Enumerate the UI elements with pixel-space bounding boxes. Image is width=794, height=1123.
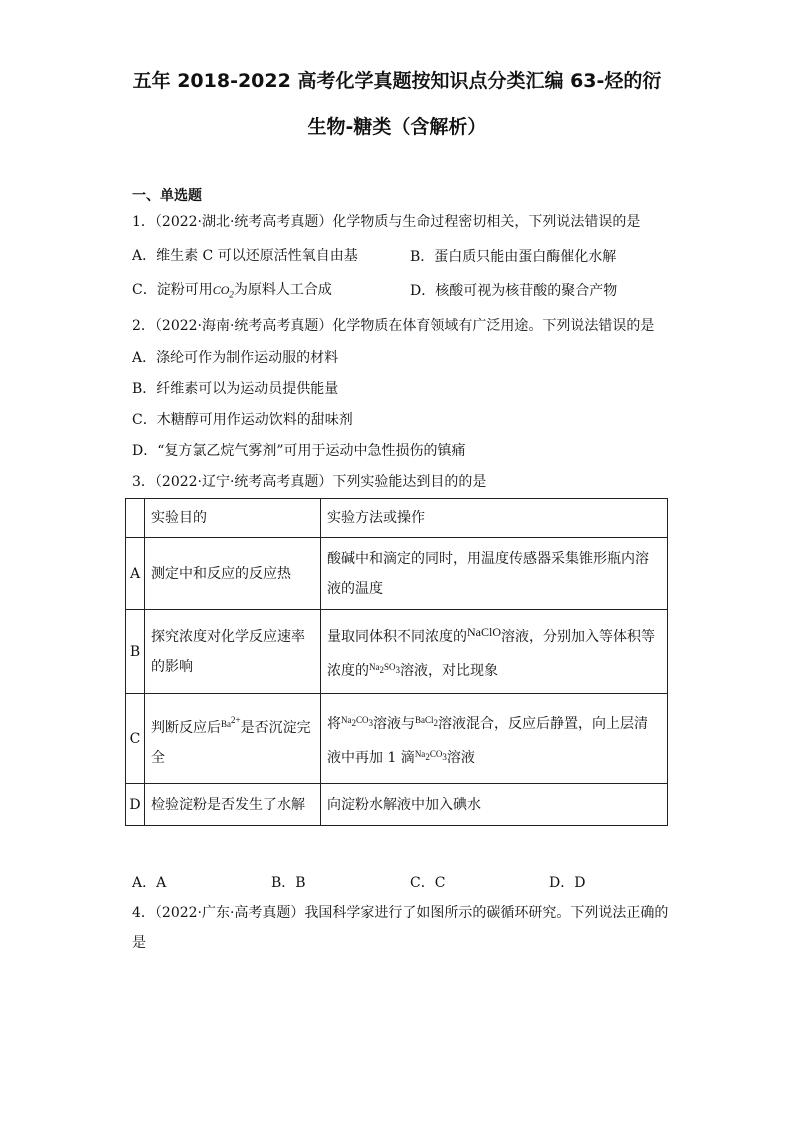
q2-option-c: C．木糖醇可用作运动饮料的甜味剂 (132, 412, 353, 428)
q3-experiment-table (125, 498, 668, 826)
table-row (126, 610, 668, 694)
row-c-label: C (126, 694, 145, 784)
table-header-blank (126, 499, 145, 538)
q1-option-d: D．核酸可视为核苷酸的聚合产物 (410, 283, 618, 299)
q3-stem: 3．（2022·辽宁·统考高考真题）下列实验能达到目的的是 (132, 474, 487, 490)
row-c-method: 将$^{Na_2CO_3}$溶液与$^{BaCl_2}$溶液混合，反应后静置，向上层清液中再加 1 滴$^{Na_2CO_3}$溶液 (321, 694, 668, 784)
row-b-method: 量取同体积不同浓度的$^{NaClO}$溶液，分别加入等体积等浓度的$^{Na_2SO_3}$溶液，对比现象 (321, 610, 668, 694)
q1-stem: 1．（2022·湖北·统考高考真题）化学物质与生命过程密切相关，下列说法错误的是 (132, 214, 641, 230)
table-row (126, 694, 668, 784)
q2-stem: 2．（2022·海南·统考高考真题）化学物质在体育领域有广泛用途。下列说法错误的是 (132, 318, 655, 334)
table-row (126, 538, 668, 610)
table-row (126, 784, 668, 826)
formula-na2co3: Na2CO3 (414, 748, 447, 762)
formula-ba-ion: Ba2+ (221, 714, 241, 729)
q1-option-a: A．维生素 C 可以还原活性氧自由基 (132, 248, 358, 264)
document-title-line1: 五年 2018-2022 高考化学真题按知识点分类汇编 63-烃的衍 (132, 70, 662, 92)
q1-option-c-post: 为原料人工合成 (233, 282, 332, 298)
table-header-method: 实验方法或操作 (321, 499, 668, 538)
q3-choice-c: C．C (410, 875, 446, 891)
q3-choice-b: B．B (271, 875, 306, 891)
q1-option-c-pre: C．淀粉可用 (132, 282, 213, 298)
q3-choice-a: A．A (132, 875, 167, 891)
q3-choice-d: D．D (549, 875, 586, 891)
q2-option-d: D．“复方氯乙烷气雾剂”可用于运动中急性损伤的镇痛 (132, 443, 466, 459)
row-c-purpose: 判断反应后$^{Ba^{2+}}$是否沉淀完全 (145, 694, 321, 784)
row-a-purpose: 测定中和反应的反应热 (145, 538, 321, 610)
q2-option-b: B．纤维素可以为运动员提供能量 (132, 381, 339, 397)
table-header-purpose: 实验目的 (145, 499, 321, 538)
row-d-method: 向淀粉水解液中加入碘水 (321, 784, 668, 826)
q4-stem-line1: 4．（2022·广东·高考真题）我国科学家进行了如图所示的碳循环研究。下列说法正确的 (132, 905, 669, 921)
row-a-label: A (126, 538, 145, 610)
table-header-row (126, 499, 668, 538)
q1-option-b: B．蛋白质只能由蛋白酶催化水解 (410, 249, 617, 265)
row-b-label: B (126, 610, 145, 694)
section-heading: 一、单选题 (132, 188, 202, 204)
row-d-label: D (126, 784, 145, 826)
q2-option-a: A．涤纶可作为制作运动服的材料 (132, 350, 339, 366)
row-a-method: 酸碱中和滴定的同时，用温度传感器采集锥形瓶内溶液的温度 (321, 538, 668, 610)
document-title-line2: 生物-糖类（含解析） (307, 116, 487, 138)
q1-option-c (132, 280, 332, 304)
formula-na2so3: Na2SO3 (369, 662, 401, 675)
q4-stem-line2: 是 (132, 935, 146, 951)
formula-bacl2: BaCl2 (415, 714, 439, 728)
q1-option-c-formula: $CO_2$ (212, 283, 234, 300)
row-d-purpose: 检验淀粉是否发生了水解 (145, 784, 321, 826)
formula-na2co3: Na2CO3 (341, 714, 374, 728)
row-b-purpose: 探究浓度对化学反应速率的影响 (145, 610, 321, 694)
formula-naclo: NaClO (467, 625, 501, 639)
